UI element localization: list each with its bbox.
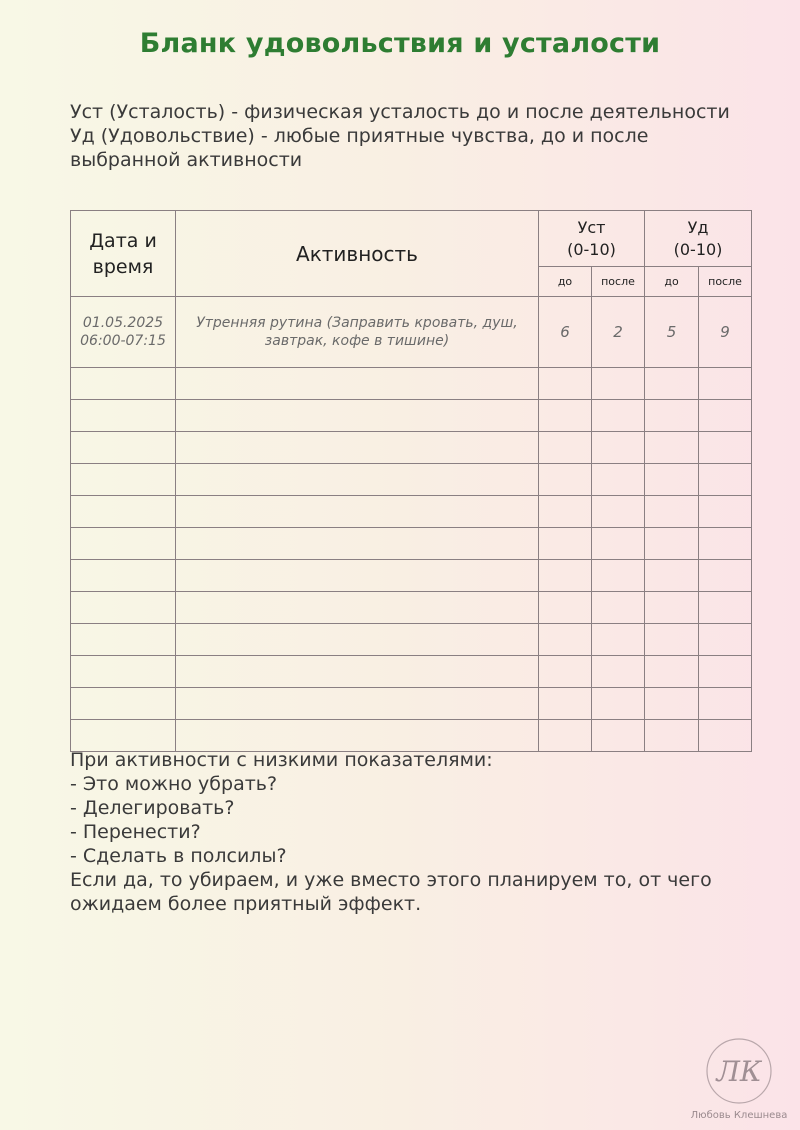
empty-cell bbox=[592, 720, 645, 752]
empty-cell bbox=[539, 592, 592, 624]
empty-cell bbox=[645, 720, 699, 752]
empty-row bbox=[71, 368, 752, 400]
logo-name: Любовь Клешнева bbox=[690, 1110, 788, 1121]
empty-row bbox=[71, 400, 752, 432]
empty-cell bbox=[176, 688, 539, 720]
outro-heading: При активности с низкими показателями: bbox=[70, 749, 493, 771]
empty-cell bbox=[645, 464, 699, 496]
empty-cell bbox=[71, 464, 176, 496]
empty-cell bbox=[699, 624, 752, 656]
empty-row bbox=[71, 432, 752, 464]
empty-cell bbox=[176, 528, 539, 560]
example-pleasure-after: 9 bbox=[699, 297, 752, 368]
empty-cell bbox=[645, 432, 699, 464]
empty-row bbox=[71, 560, 752, 592]
empty-cell bbox=[176, 432, 539, 464]
example-date-cell bbox=[71, 297, 176, 368]
header-pleasure-label: Уд bbox=[687, 217, 709, 237]
example-pleasure-before: 5 bbox=[645, 297, 699, 368]
empty-cell bbox=[539, 368, 592, 400]
example-activity: Утренняя рутина (Заправить кровать, душ, завтрак, кофе в тишине) bbox=[176, 297, 539, 368]
empty-row bbox=[71, 528, 752, 560]
empty-cell bbox=[699, 368, 752, 400]
empty-cell bbox=[71, 688, 176, 720]
empty-cell bbox=[592, 464, 645, 496]
example-time: 06:00-07:15 bbox=[80, 333, 166, 349]
empty-cell bbox=[592, 496, 645, 528]
empty-cell bbox=[699, 688, 752, 720]
empty-cell bbox=[699, 432, 752, 464]
empty-cell bbox=[176, 720, 539, 752]
header-pleasure-scale: (0-10) bbox=[673, 239, 723, 259]
empty-cell bbox=[699, 400, 752, 432]
empty-cell bbox=[176, 464, 539, 496]
empty-cell bbox=[71, 560, 176, 592]
empty-cell bbox=[176, 400, 539, 432]
empty-cell bbox=[539, 496, 592, 528]
empty-cell bbox=[176, 560, 539, 592]
monogram-icon bbox=[704, 1036, 774, 1106]
empty-cell bbox=[699, 496, 752, 528]
empty-cell bbox=[539, 400, 592, 432]
empty-cell bbox=[539, 624, 592, 656]
empty-cell bbox=[539, 688, 592, 720]
example-fatigue-after: 2 bbox=[592, 297, 645, 368]
header-pleasure bbox=[645, 211, 752, 267]
empty-cell bbox=[645, 368, 699, 400]
empty-cell bbox=[699, 528, 752, 560]
empty-cell bbox=[592, 560, 645, 592]
empty-cell bbox=[71, 400, 176, 432]
empty-cell bbox=[592, 368, 645, 400]
outro-question: - Делегировать? bbox=[70, 797, 235, 819]
empty-cell bbox=[71, 720, 176, 752]
outro-conclusion: Если да, то убираем, и уже вместо этого планируем то, от чего ожидаем более приятный эффект. bbox=[70, 869, 712, 915]
empty-cell bbox=[592, 624, 645, 656]
empty-cell bbox=[645, 560, 699, 592]
empty-cell bbox=[592, 528, 645, 560]
header-activity: Активность bbox=[176, 211, 539, 297]
empty-cell bbox=[71, 368, 176, 400]
empty-row bbox=[71, 688, 752, 720]
empty-row bbox=[71, 720, 752, 752]
header-pleasure-before: до bbox=[645, 267, 699, 297]
empty-cell bbox=[71, 528, 176, 560]
empty-row bbox=[71, 592, 752, 624]
empty-cell bbox=[645, 400, 699, 432]
empty-cell bbox=[71, 624, 176, 656]
empty-cell bbox=[645, 592, 699, 624]
empty-cell bbox=[539, 560, 592, 592]
empty-cell bbox=[699, 720, 752, 752]
example-date: 01.05.2025 bbox=[82, 315, 164, 331]
empty-cell bbox=[71, 592, 176, 624]
logo-monogram: ЛК bbox=[716, 1055, 762, 1088]
header-date: Дата и время bbox=[71, 211, 176, 297]
header-fatigue bbox=[539, 211, 645, 267]
empty-cell bbox=[539, 432, 592, 464]
empty-cell bbox=[71, 496, 176, 528]
empty-cell bbox=[699, 656, 752, 688]
example-row bbox=[71, 297, 752, 368]
empty-cell bbox=[71, 432, 176, 464]
header-fatigue-scale: (0-10) bbox=[567, 239, 616, 259]
empty-cell bbox=[539, 656, 592, 688]
empty-cell bbox=[645, 496, 699, 528]
table-body bbox=[71, 297, 752, 752]
empty-cell bbox=[645, 656, 699, 688]
outro-question: - Сделать в полсилы? bbox=[70, 845, 287, 867]
header-fatigue-before: до bbox=[539, 267, 592, 297]
empty-cell bbox=[592, 432, 645, 464]
intro-line-fatigue: Уст (Усталость) - физическая усталость до и после деятельности bbox=[70, 101, 730, 123]
empty-cell bbox=[176, 656, 539, 688]
empty-row bbox=[71, 496, 752, 528]
empty-cell bbox=[539, 464, 592, 496]
empty-cell bbox=[539, 720, 592, 752]
empty-cell bbox=[176, 592, 539, 624]
author-logo bbox=[686, 1036, 792, 1126]
outro-question: - Перенести? bbox=[70, 821, 201, 843]
empty-cell bbox=[645, 528, 699, 560]
empty-cell bbox=[645, 688, 699, 720]
header-fatigue-label: Уст bbox=[577, 217, 606, 237]
example-fatigue-before: 6 bbox=[539, 297, 592, 368]
empty-cell bbox=[176, 496, 539, 528]
empty-cell bbox=[699, 592, 752, 624]
tracking-table bbox=[70, 210, 752, 752]
empty-cell bbox=[699, 560, 752, 592]
intro-line-pleasure: Уд (Удовольствие) - любые приятные чувства, до и после выбранной активности bbox=[70, 125, 649, 171]
header-pleasure-after: после bbox=[699, 267, 752, 297]
empty-cell bbox=[592, 592, 645, 624]
outro-text bbox=[70, 748, 760, 916]
empty-cell bbox=[592, 400, 645, 432]
header-fatigue-after: после bbox=[592, 267, 645, 297]
empty-cell bbox=[645, 624, 699, 656]
empty-cell bbox=[176, 368, 539, 400]
page-title: Бланк удовольствия и усталости bbox=[139, 28, 661, 59]
empty-cell bbox=[592, 656, 645, 688]
empty-row bbox=[71, 464, 752, 496]
empty-row bbox=[71, 656, 752, 688]
intro-text bbox=[70, 100, 750, 172]
empty-cell bbox=[699, 464, 752, 496]
empty-row bbox=[71, 624, 752, 656]
empty-cell bbox=[71, 656, 176, 688]
outro-question: - Это можно убрать? bbox=[70, 773, 278, 795]
empty-cell bbox=[539, 528, 592, 560]
empty-cell bbox=[592, 688, 645, 720]
empty-cell bbox=[176, 624, 539, 656]
